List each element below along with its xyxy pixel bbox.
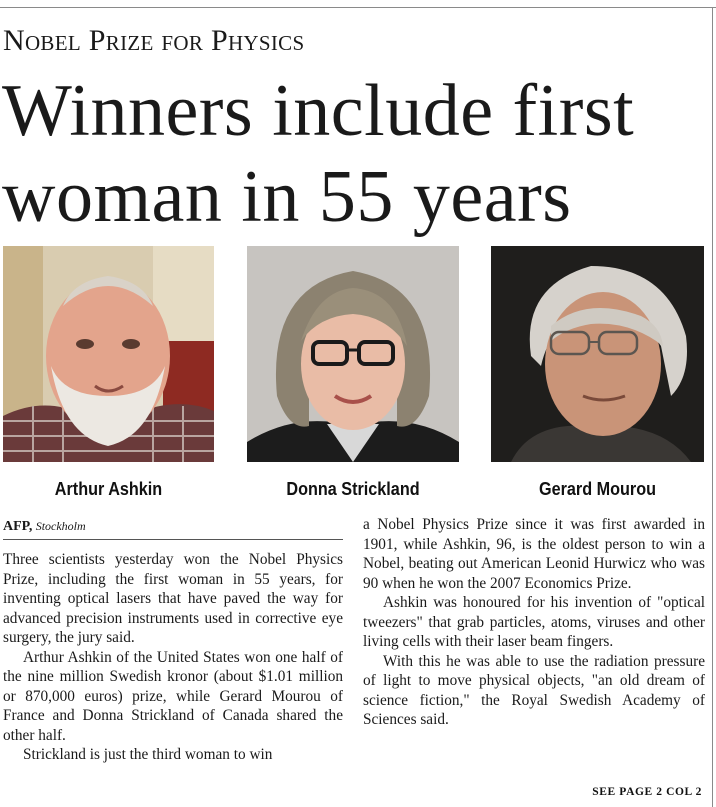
byline-place: Stockholm xyxy=(35,519,86,533)
jump-line: SEE PAGE 2 COL 2 xyxy=(592,786,702,798)
paragraph: Three scientists yesterday won the Nobel Physics Prize, including the first woman in 55 years, for inventing optical lasers that have paved the way for advanced precision instruments used in corrective eye surgery, the jury said. xyxy=(3,551,343,646)
paragraph: With this he was able to use the radiation pressure of light to move physical objects, "an old dream of science fiction," the Royal Swedish Academy of Sciences said. xyxy=(363,652,705,728)
caption-arthur-ashkin: Arthur Ashkin xyxy=(54,479,163,499)
article-column-1 xyxy=(3,550,343,765)
paragraph: Ashkin was honoured for his invention of "optical tweezers" that grab particles, atoms, viruses and other living cells with their laser beam fingers. xyxy=(363,594,705,650)
headline: Winners include first woman in 55 years xyxy=(2,70,635,238)
kicker: Nobel Prize for Physics xyxy=(3,24,305,57)
paragraph: Arthur Ashkin of the United States won one half of the nine million Swedish kronor (about $1.01 million or 870,000 euros) prize, while Gerard Mourou of France and Donna Strickland of Canada shared the other half. xyxy=(3,648,343,744)
byline xyxy=(3,518,343,540)
paragraph: Strickland is just the third woman to win xyxy=(23,746,273,763)
photo-donna-strickland xyxy=(247,246,459,462)
top-rule xyxy=(0,7,716,8)
paragraph: a Nobel Physics Prize since it was first awarded in 1901, while Ashkin, 96, is the oldest person to win a Nobel, beating out American Leonid Hurwicz who was 90 when he won the 2007 Economics Prize. xyxy=(363,516,705,592)
article-column-2 xyxy=(363,515,705,730)
photo-arthur-ashkin xyxy=(3,246,214,462)
byline-agency: AFP, xyxy=(3,519,33,534)
caption-gerard-mourou: Gerard Mourou xyxy=(538,479,656,499)
caption-donna-strickland: Donna Strickland xyxy=(286,479,420,499)
photo-gerard-mourou xyxy=(491,246,704,462)
